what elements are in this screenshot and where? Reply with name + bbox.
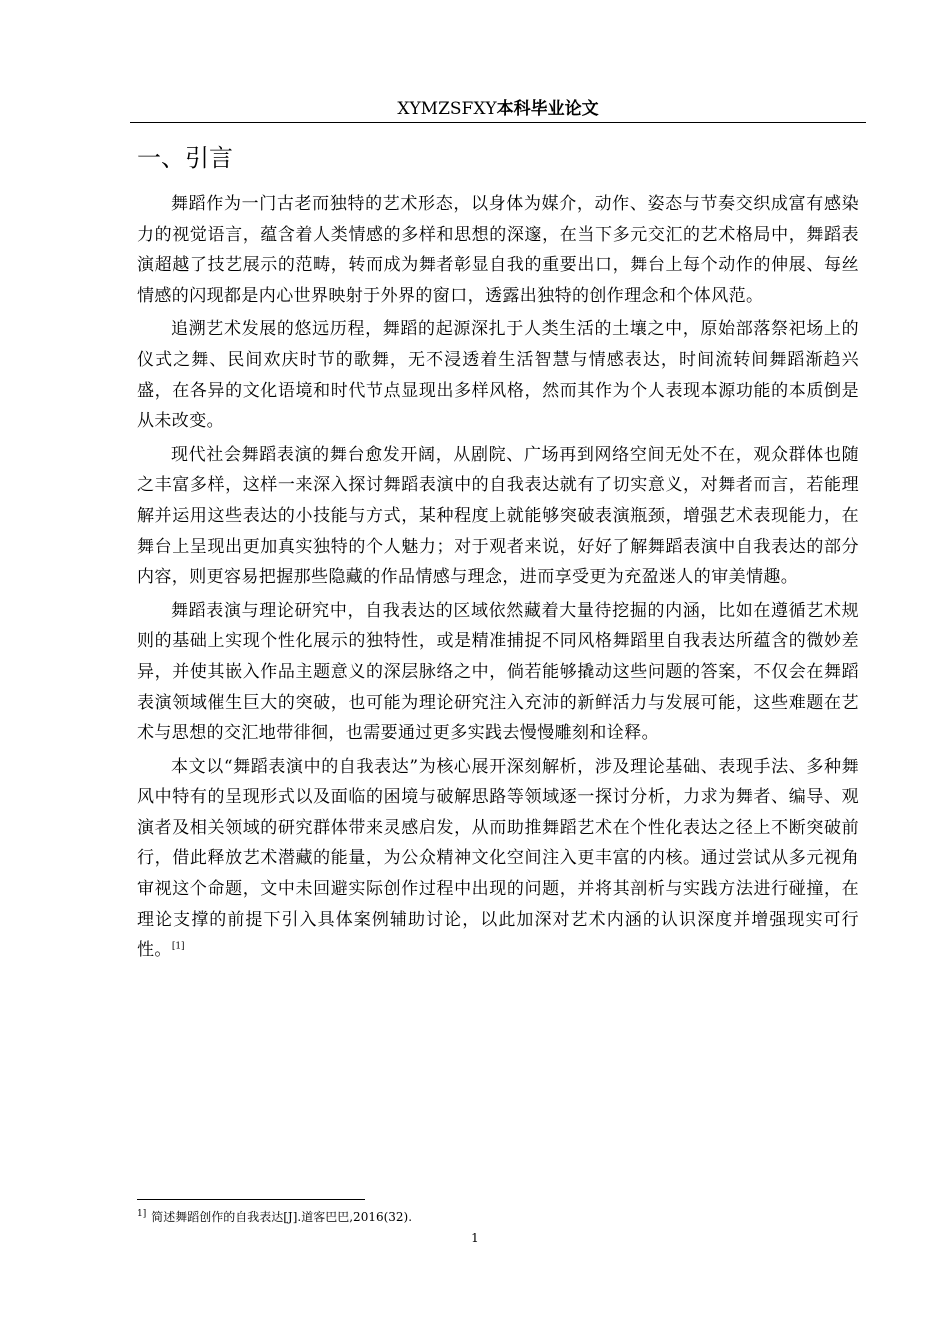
section-heading: 一、引言 [137,144,233,172]
paragraph-1: 舞蹈作为一门古老而独特的艺术形态，以身体为媒介，动作、姿态与节奏交织成富有感染力的视觉语言，蕴含着人类情感的多样和思想的深邃，在当下多元交汇的艺术格局中，舞蹈表演超越了技艺展示的范畴，转而成为舞者彰显自我的重要出口，舞台上每个动作的伸展、每丝情感的闪现都是内心世界映射于外界的窗口，透露出独特的创作理念和个体风范。 [137,194,859,306]
footnote-divider [137,1199,365,1200]
citation-mark[interactable]: [1] [171,941,185,952]
page-number: 1 [471,1231,479,1245]
header-brand: XYMZSFXY [397,99,497,119]
footnote-text: 简述舞蹈创作的自我表达[J].道客巴巴,2016(32). [151,1210,413,1224]
paragraph-5 [137,752,859,966]
header-title: 本科毕业论文 [496,99,599,119]
paragraph-4: 舞蹈表演与理论研究中，自我表达的区域依然藏着大量待挖掘的内涵，比如在遵循艺术规则的基础上实现个性化展示的独特性，或是精准捕捉不同风格舞蹈里自我表达所蕴含的微妙差异，并使其嵌入作品主题意义的深层脉络之中，倘若能够撬动这些问题的答案，不仅会在舞蹈表演领域催生巨大的突破，也可能为理论研究注入充沛的新鲜活力与发展可能，这些难题在艺术与思想的交汇地带徘徊，也需要通过更多实践去慢慢雕刻和诠释。 [137,600,859,744]
body-text [137,189,859,969]
page-header [130,97,866,121]
paragraph-2: 追溯艺术发展的悠远历程，舞蹈的起源深扎于人类生活的土壤之中，原始部落祭祀场上的仪式之舞、民间欢庆时节的歌舞，无不浸透着生活智慧与情感表达，时间流转间舞蹈渐趋兴盛，在各异的文化语境和时代节点显现出多样风格，然而其作为个人表现本源功能的本质倒是从未改变。 [137,319,859,432]
footnote-mark: 1] [137,1209,147,1219]
footnote [137,1209,412,1225]
paragraph-3: 现代社会舞蹈表演的舞台愈发开阔，从剧院、广场再到网络空间无处不在，观众群体也随之丰富多样，这样一来深入探讨舞蹈表演中的自我表达就有了切实意义，对舞者而言，若能理解并运用这些表达的小技能与方式，某种程度上就能够突破表演瓶颈，增强艺术表现能力，在舞台上呈现出更加真实独特的个人魅力；对于观者来说，好好了解舞蹈表演中自我表达的部分内容，则更容易把握那些隐藏的作品情感与理念，进而享受更为充盈迷人的审美情趣。 [137,444,859,588]
paragraph-5-text: 本文以“舞蹈表演中的自我表达”为核心展开深刻解析，涉及理论基础、表现手法、多种舞风中特有的呈现形式以及面临的困境与破解思路等领域逐一探讨分析，力求为舞者、编导、观演者及相关领域的研究群体带来灵感启发，从而助推舞蹈艺术在个性化表达之径上不断突破前行，借此释放艺术潜藏的能量，为公众精神文化空间注入更丰富的内核。通过尝试从多元视角审视这个命题，文中未回避实际创作过程中出现的问题，并将其剖析与实践方法进行碰撞，在理论支撑的前提下引入具体案例辅助讨论，以此加深对艺术内涵的认识深度并增强现实可行性。 [137,756,859,961]
header-divider [130,122,866,123]
